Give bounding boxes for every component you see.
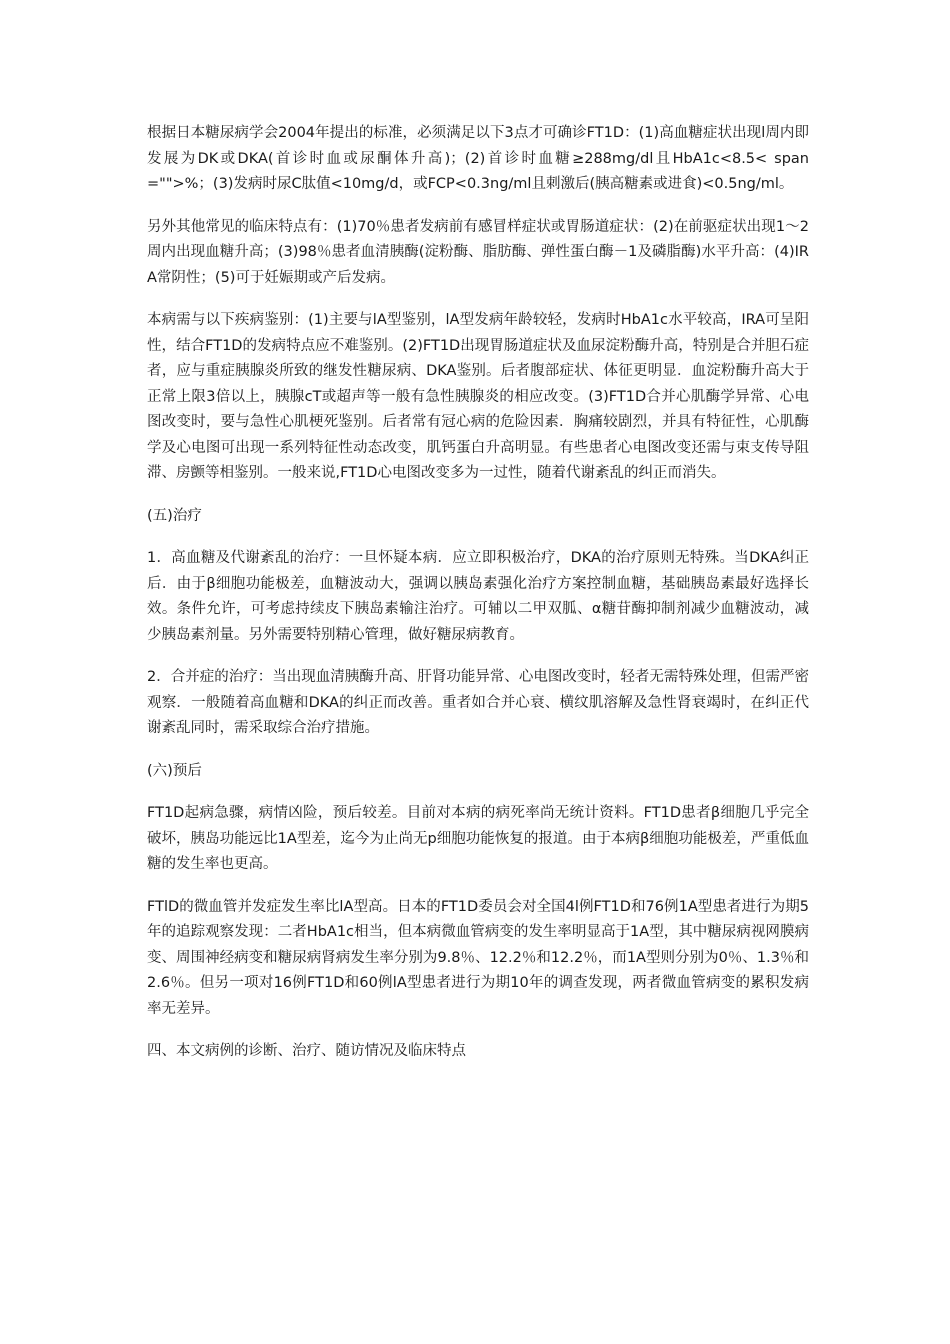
paragraph-microvascular-complications: FTlD的微血管并发症发生率比lA型高。日本的FT1D委员会对全国4l例FT1D和76例1A型患者进行为期5年的追踪观察发现：二者HbA1c相当，但本病微血管病变的发生率明显高于1A型，其中糖尿病视网膜病变、周围神经病变和糖尿病肾病发生率分别为9.8％、12.2％和12.2％，而1A型则分别为0％、1.3％和2.6％。但另一项对16例FT1D和60例lA型患者进行为期10年的调查发现，两者微血管病变的累积发病率无差异。 <box>147 898 809 1017</box>
paragraph-treatment-hyperglycemia: 1．高血糖及代谢紊乱的治疗：一旦怀疑本病．应立即积极治疗，DKA的治疗原则无特殊。当DKA纠正后．由于β细胞功能极差，血糖波动大，强调以胰岛素强化治疗方案控制血糖，基础胰岛素最好选择长效。条件允许，可考虑持续皮下胰岛素输注治疗。可辅以二甲双胍、α糖苷酶抑制剂减少血糖波动，减少胰岛素剂量。另外需要特别精心管理，做好糖尿病教育。 <box>147 550 809 643</box>
paragraph-prognosis: FT1D起病急骤，病情凶险，预后较差。目前对本病的病死率尚无统计资料。FT1D患者β细胞几乎完全破坏，胰岛功能远比1A型差，迄今为止尚无p细胞功能恢复的报道。由于本病β细胞功能极差，严重低血糖的发生率也更高。 <box>147 805 809 872</box>
paragraph-clinical-features: 另外其他常见的临床特点有：(1)70％患者发病前有感冒样症状或胃肠道症状：(2)在前驱症状出现1～2周内出现血糖升高；(3)98％患者血清胰酶(淀粉酶、脂肪酶、弹性蛋白酶－1及磷脂酶)水平升高：(4)IRA常阴性；(5)可于妊娠期或产后发病。 <box>147 218 809 286</box>
paragraph-differential-diagnosis: 本病需与以下疾病鉴别：(1)主要与lA型鉴别，lA型发病年龄较轻，发病时HbA1c水平较高，IRA可呈阳性，结合FT1D的发病特点应不难鉴别。(2)FT1D出现胃肠道症状及血尿淀粉酶升高，特别是合并胆石症者，应与重症胰腺炎所致的继发性糖尿病、DKA鉴别。后者腹部症状、体征更明显．血淀粉酶升高大于正常上限3倍以上，胰腺cT或超声等一般有急性胰腺炎的相应改变。(3)FT1D合并心肌酶学异常、心电图改变时，要与急性心肌梗死鉴别。后者常有冠心病的危险因素．胸痛较剧烈，并具有特征性，心肌酶学及心电图可出现一系列特征性动态改变，肌钙蛋白升高明显。有些患者心电图改变还需与束支传导阻滞、房颤等相鉴别。一般来说,FT1D心电图改变多为一过性，随着代谢紊乱的纠正而消失。 <box>147 312 809 481</box>
section-heading-prognosis: (六)预后 <box>147 762 202 779</box>
section-heading-case-report: 四、本文病例的诊断、治疗、随访情况及临床特点 <box>147 1043 466 1059</box>
paragraph-diagnostic-criteria: 根据日本糖尿病学会2004年提出的标准，必须满足以下3点才可确诊FT1D：(1)高血糖症状出现l周内即发展为DK或DKA(首诊时血或尿酮体升高)；(2)首诊时血糖≥288mg/dl且HbA1c<8.5< span="">%；(3)发病时尿C肽值<10mg/d，或FCP<0.3ng/ml且刺激后(胰高糖素或进食)<0.5ng/ml。 <box>147 125 809 192</box>
paragraph-treatment-complications: 2．合并症的治疗：当出现血清胰酶升高、肝肾功能异常、心电图改变时，轻者无需特殊处理，但需严密观察．一般随着高血糖和DKA的纠正而改善。重者如合并心衰、横纹肌溶解及急性肾衰竭时，在纠正代谢紊乱同时，需采取综合治疗措施。 <box>147 669 809 736</box>
section-heading-treatment: (五)治疗 <box>147 507 202 524</box>
document-page <box>147 121 809 1082</box>
